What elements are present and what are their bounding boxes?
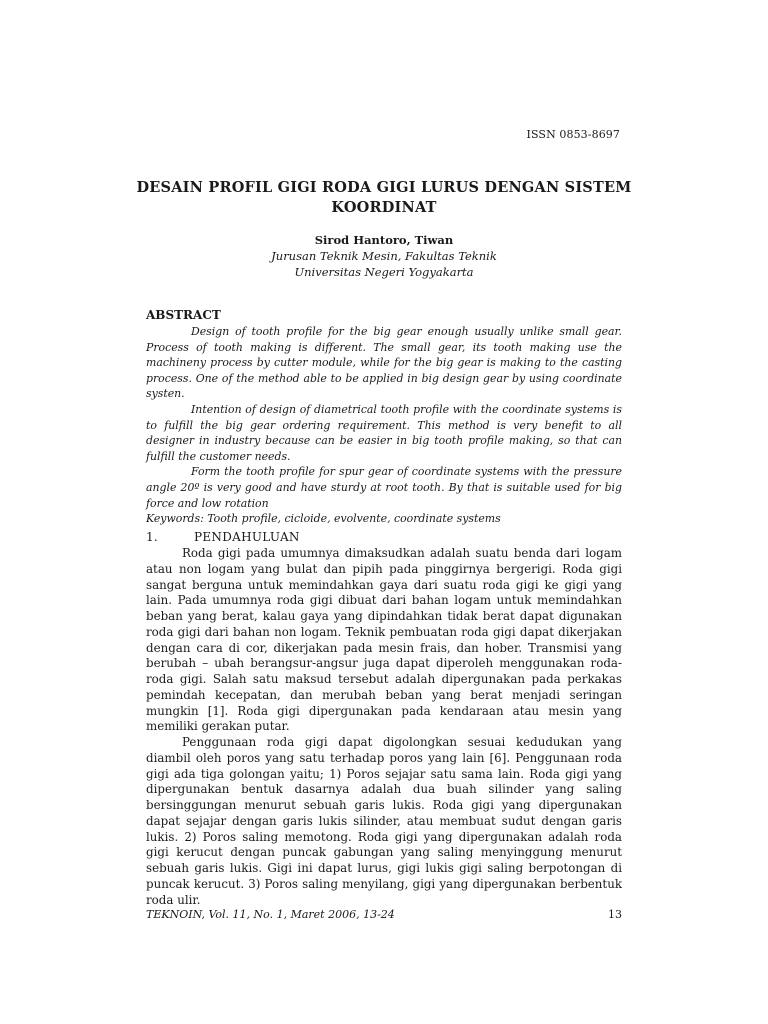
abstract-paragraph-3: Form the tooth profile for spur gear of coordinate systems with the pressure angle 20º is very good and have sturdy at root tooth. By that is suitable used for big force and low rotation <box>146 465 622 510</box>
journal-citation: TEKNOIN, Vol. 11, No. 1, Maret 2006, 13-24 <box>146 908 395 921</box>
section-heading <box>146 530 622 544</box>
author-block <box>146 232 622 280</box>
issn-number: ISSN 0853-8697 <box>526 128 620 141</box>
page-footer <box>146 908 622 921</box>
abstract-keywords: Keywords: Tooth profile, cicloide, evolvente, coordinate systems <box>146 512 501 526</box>
body-paragraph-1: Roda gigi pada umumnya dimaksudkan adalah suatu benda dari logam atau non logam yang bulat dan pipih pada pinggirnya bergerigi. Roda gigi sangat berguna untuk memindahkan gaya dari suatu roda gigi ke gigi yang lain. Pada umumnya roda gigi dibuat dari bahan logam untuk memindahkan beban yang berat, kalau gaya yang dipindahkan tidak berat dapat digunakan roda gigi dari bahan non logam. Teknik pembuatan roda gigi dapat dikerjakan dengan cara di cor, dikerjakan pada mesin frais, dan hober. Transmisi yang berubah – ubah berangsur-angsur juga dapat diperoleh menggunakan roda-roda gigi. Salah satu maksud tersebut adalah dipergunakan pada perkakas pemindah kecepatan, dan merubah beban yang berat menjadi seringan mungkin [1]. Roda gigi dipergunakan pada kendaraan atau mesin yang memiliki gerakan putar. <box>146 546 622 734</box>
section-number: 1. <box>146 530 159 544</box>
paper-title: DESAIN PROFIL GIGI RODA GIGI LURUS DENGAN SISTEM KOORDINAT <box>136 179 632 216</box>
abstract-paragraph-2: Intention of design of diametrical tooth profile with the coordinate systems is to fulfill the big gear ordering requirement. This method is very benefit to all designer in industry because can be easier in big tooth profile making, so that can fulfill the customer needs. <box>146 402 622 463</box>
author-names: Sirod Hantoro, Tiwan <box>314 233 454 247</box>
page-number: 13 <box>608 908 622 921</box>
section-title: PENDAHULUAN <box>194 530 300 544</box>
abstract-heading: ABSTRACT <box>146 308 221 322</box>
abstract-body <box>146 324 622 527</box>
body-paragraph-2: Penggunaan roda gigi dapat digolongkan sesuai kedudukan yang diambil oleh poros yang satu terhadap poros yang lain [6]. Penggunaan roda gigi ada tiga golongan yaitu; 1) Poros sejajar satu sama lain. Roda gigi yang dipergunakan bentuk dasarnya adalah dua buah silinder yang saling bersinggungan menurut sebuah garis lukis. Roda gigi yang dipergunakan dapat sejajar dengan garis lukis silinder, atau membuat sudut dengan garis lukis. 2) Poros saling memotong. Roda gigi yang dipergunakan adalah roda gigi kerucut dengan puncak gabungan yang saling menyinggung menurut sebuah garis lukis. Gigi ini dapat lurus, gigi lukis gigi saling berpotongan di puncak kerucut. 3) Poros saling menyilang, gigi yang dipergunakan berbentuk roda ulir. <box>146 735 622 907</box>
author-department: Jurusan Teknik Mesin, Fakultas Teknik <box>271 249 497 263</box>
section-body <box>146 546 622 908</box>
author-university: Universitas Negeri Yogyakarta <box>294 265 474 279</box>
abstract-paragraph-1: Design of tooth profile for the big gear enough usually unlike small gear. Process of tooth making is different. The small gear, its tooth making use the machineny process by cutter module, while for the big gear is making to the casting process. One of the method able to be applied in big design gear by using coordinate systen. <box>146 325 622 401</box>
